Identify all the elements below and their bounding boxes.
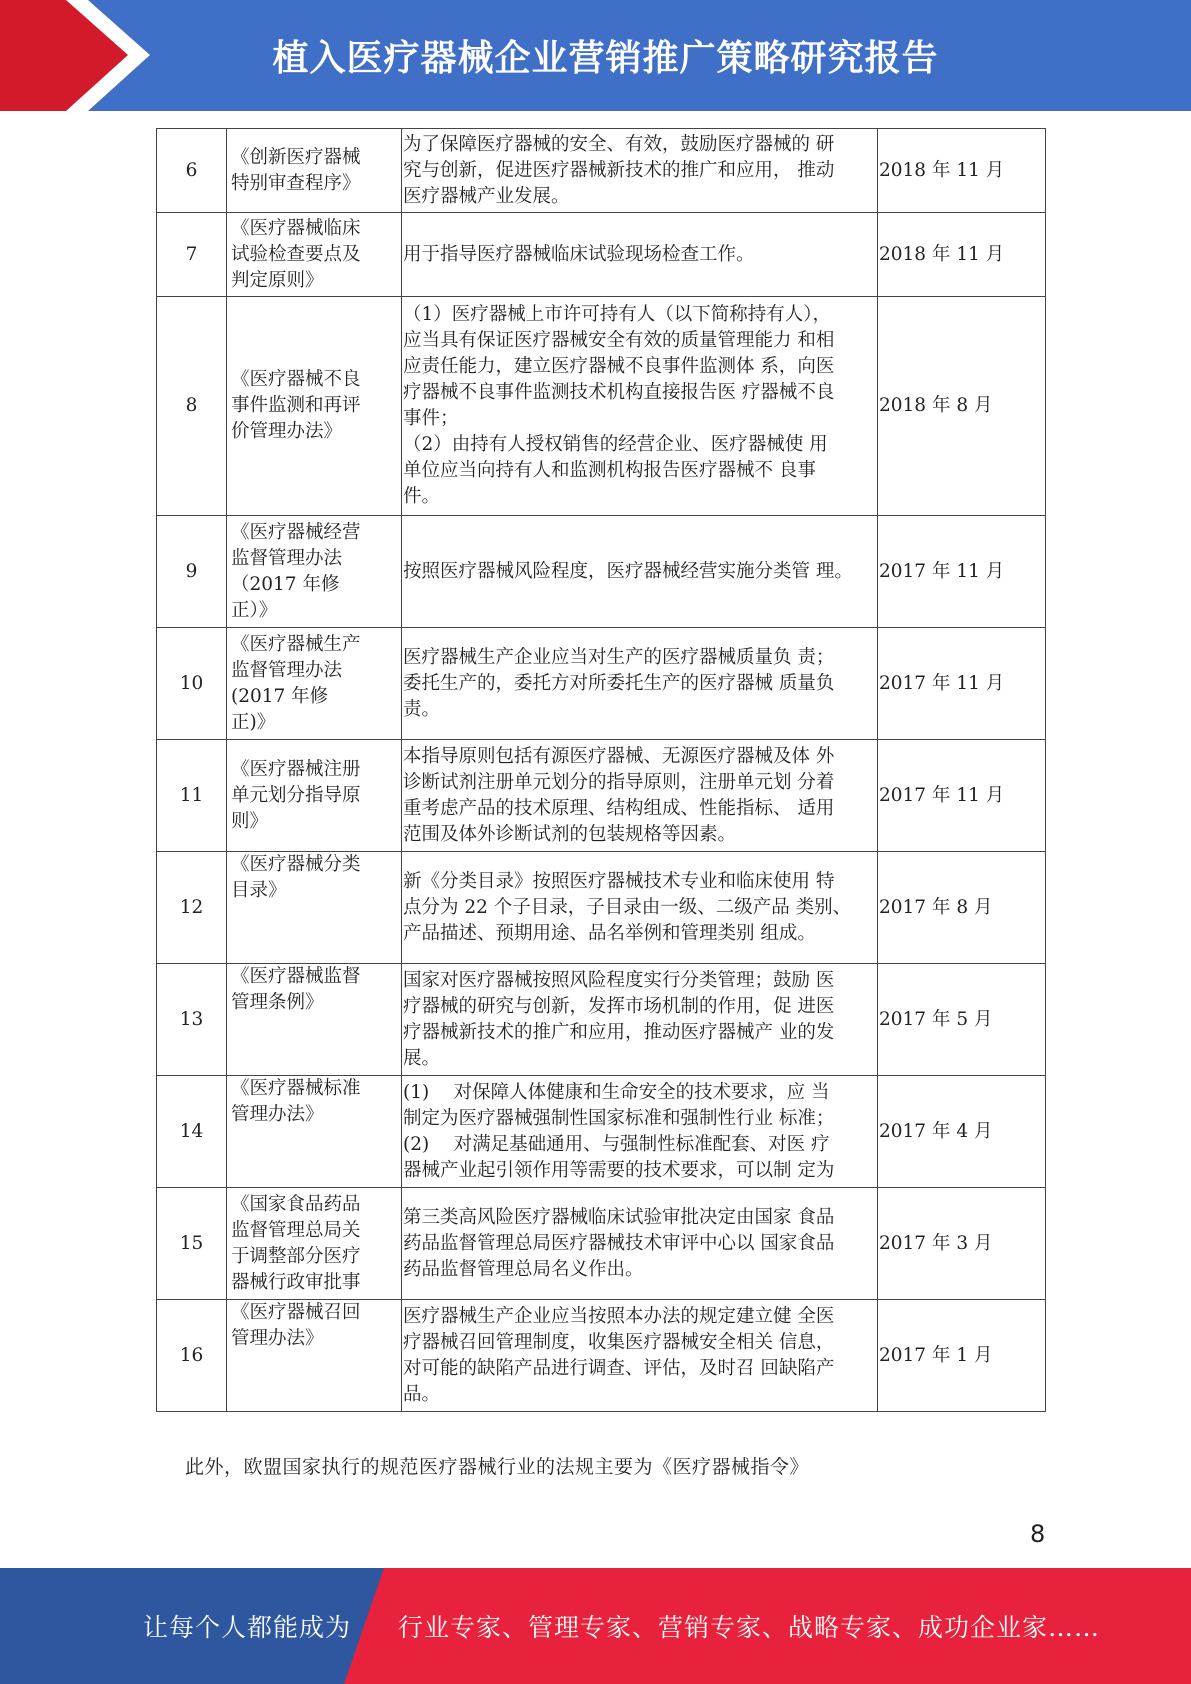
- regulation-description: 国家对医疗器械按照风险程度实行分类管理；鼓励 医 疗器械的研究与创新，发挥市场机制的作用，促 进医 疗器械新技术的推广和应用，推动医疗器械产 业的发 展。: [402, 964, 878, 1076]
- regulation-date: 2017 年 8 月: [878, 852, 1046, 964]
- table-row: [157, 1300, 1046, 1412]
- regulation-description: (1) 对保障人体健康和生命安全的技术要求，应 当 制定为医疗器械强制性国家标准和强制性行业 标准； (2) 对满足基础通用、与强制性标准配套、对医 疗 器械产业起引领作用等需要的技术要求，可以制 定为: [402, 1076, 878, 1188]
- table-row: [157, 1188, 1046, 1300]
- table-row: [157, 852, 1046, 964]
- regulation-name: 《医疗器械注册 单元划分指导原 则》: [227, 740, 402, 852]
- row-number: 15: [157, 1188, 227, 1300]
- row-number: 16: [157, 1300, 227, 1412]
- row-number: 13: [157, 964, 227, 1076]
- regulation-date: 2017 年 1 月: [878, 1300, 1046, 1412]
- regulation-date: 2018 年 11 月: [878, 129, 1046, 213]
- regulation-description: 医疗器械生产企业应当按照本办法的规定建立健 全医 疗器械召回管理制度，收集医疗器械安全相关 信息， 对可能的缺陷产品进行调查、评估，及时召 回缺陷产 品。: [402, 1300, 878, 1412]
- regulation-name: 《创新医疗器械 特别审查程序》: [227, 129, 402, 213]
- regulation-description: 为了保障医疗器械的安全、有效，鼓励医疗器械的 研 究与创新，促进医疗器械新技术的推广和应用， 推动 医疗器械产业发展。: [402, 129, 878, 213]
- regulation-name: 《医疗器械经营 监督管理办法 （2017 年修 正）》: [227, 516, 402, 628]
- regulation-description: 医疗器械生产企业应当对生产的医疗器械质量负 责； 委托生产的，委托方对所委托生产的医疗器械 质量负 责。: [402, 628, 878, 740]
- page-number: 8: [1030, 1520, 1046, 1548]
- page-header: [0, 0, 1191, 111]
- regulation-date: 2017 年 11 月: [878, 740, 1046, 852]
- regulation-name: 《医疗器械标准 管理办法》: [227, 1076, 402, 1188]
- regulations-table: [156, 128, 1046, 1412]
- regulation-description: 新《分类目录》按照医疗器械技术专业和临床使用 特 点分为 22 个子目录，子目录由一级、二级产品 类别、 产品描述、预期用途、品名举例和管理类别 组成。: [402, 852, 878, 964]
- regulation-date: 2017 年 4 月: [878, 1076, 1046, 1188]
- regulation-description: （1）医疗器械上市许可持有人（以下简称持有人）， 应当具有保证医疗器械安全有效的质量管理能力 和相 应责任能力，建立医疗器械不良事件监测体 系，向医 疗器械不良事件监测技术机构直接报告医 疗器械不良 事件； （2）由持有人授权销售的经营企业、医疗器械使 用 单位应当向持有人和监测机构报告医疗器械不 良事 件。: [402, 297, 878, 516]
- regulation-name: 《医疗器械监督 管理条例》: [227, 964, 402, 1076]
- row-number: 6: [157, 129, 227, 213]
- row-number: 9: [157, 516, 227, 628]
- table-row: [157, 740, 1046, 852]
- table-row: [157, 297, 1046, 516]
- regulation-date: 2018 年 11 月: [878, 213, 1046, 297]
- row-number: 7: [157, 213, 227, 297]
- regulation-date: 2017 年 11 月: [878, 628, 1046, 740]
- regulation-description: 按照医疗器械风险程度，医疗器械经营实施分类管 理。: [402, 516, 878, 628]
- row-number: 14: [157, 1076, 227, 1188]
- regulation-date: 2017 年 11 月: [878, 516, 1046, 628]
- regulation-name: 《医疗器械临床 试验检查要点及 判定原则》: [227, 213, 402, 297]
- regulation-name: 《医疗器械分类 目录》: [227, 852, 402, 964]
- footnote-text: 此外，欧盟国家执行的规范医疗器械行业的法规主要为《医疗器械指令》: [185, 1456, 810, 1478]
- footer-slogan-left: 让每个人都能成为: [143, 1613, 352, 1642]
- regulation-name: 《医疗器械生产 监督管理办法 (2017 年修 正)》: [227, 628, 402, 740]
- header-title: 植入医疗器械企业营销推广策略研究报告: [272, 38, 939, 79]
- table-row: [157, 1076, 1046, 1188]
- table-row: [157, 129, 1046, 213]
- regulation-name: 《国家食品药品 监督管理总局关 于调整部分医疗 器械行政审批事: [227, 1188, 402, 1300]
- page-footer: [0, 1568, 1191, 1684]
- footer-slogan-right: 行业专家、管理专家、营销专家、战略专家、成功企业家……: [398, 1613, 1101, 1642]
- row-number: 10: [157, 628, 227, 740]
- regulation-date: 2017 年 5 月: [878, 964, 1046, 1076]
- regulation-date: 2017 年 3 月: [878, 1188, 1046, 1300]
- regulation-name: 《医疗器械不良 事件监测和再评 价管理办法》: [227, 297, 402, 516]
- table-row: [157, 213, 1046, 297]
- row-number: 11: [157, 740, 227, 852]
- table-row: [157, 964, 1046, 1076]
- regulation-date: 2018 年 8 月: [878, 297, 1046, 516]
- regulation-description: 用于指导医疗器械临床试验现场检查工作。: [402, 213, 878, 297]
- row-number: 8: [157, 297, 227, 516]
- row-number: 12: [157, 852, 227, 964]
- table-row: [157, 628, 1046, 740]
- regulation-name: 《医疗器械召回 管理办法》: [227, 1300, 402, 1412]
- regulation-description: 本指导原则包括有源医疗器械、无源医疗器械及体 外 诊断试剂注册单元划分的指导原则，注册单元划 分着 重考虑产品的技术原理、结构组成、性能指标、 适用 范围及体外诊断试剂的包装规格等因素。: [402, 740, 878, 852]
- regulation-description: 第三类高风险医疗器械临床试验审批决定由国家 食品 药品监督管理总局医疗器械技术审评中心以 国家食品 药品监督管理总局名义作出。: [402, 1188, 878, 1300]
- table-row: [157, 516, 1046, 628]
